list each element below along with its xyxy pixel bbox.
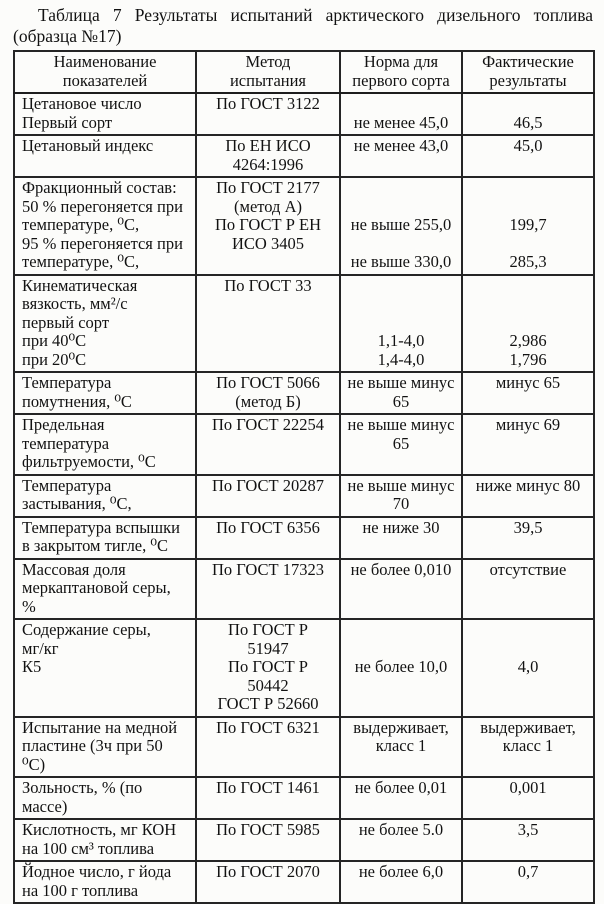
table-row (14, 517, 594, 559)
cell-indicator: Температура помутнения, ⁰С (14, 372, 196, 414)
table-row (14, 135, 594, 177)
cell-method: По ЕН ИСО 4264:1996 (196, 135, 340, 177)
cell-indicator: Испытание на медной пластине (3ч при 50 ⁰С) (14, 717, 196, 778)
cell-actual: минус 65 (462, 372, 594, 414)
table-row (14, 93, 594, 135)
table-row (14, 619, 594, 717)
cell-norm: не более 10,0 (340, 619, 462, 717)
table-row (14, 414, 594, 475)
cell-actual: 3,5 (462, 819, 594, 861)
table-row (14, 717, 594, 778)
cell-norm: не выше минус 70 (340, 475, 462, 517)
cell-actual: 2,986 1,796 (462, 275, 594, 373)
cell-method: По ГОСТ 22254 (196, 414, 340, 475)
cell-actual: отсутствие (462, 559, 594, 620)
cell-norm: не выше 255,0 не выше 330,0 (340, 177, 462, 275)
cell-indicator: Цетановое число Первый сорт (14, 93, 196, 135)
cell-indicator: Содержание серы, мг/кг К5 (14, 619, 196, 717)
cell-indicator: Кислотность, мг КОН на 100 см³ топлива (14, 819, 196, 861)
cell-method: По ГОСТ 6321 (196, 717, 340, 778)
cell-norm: не более 6,0 (340, 861, 462, 903)
cell-norm: не более 0,01 (340, 777, 462, 819)
cell-indicator: Цетановый индекс (14, 135, 196, 177)
table-row (14, 177, 594, 275)
table-row (14, 475, 594, 517)
cell-actual: 39,5 (462, 517, 594, 559)
cell-actual: выдерживает, класс 1 (462, 717, 594, 778)
cell-norm: 1,1-4,0 1,4-4,0 (340, 275, 462, 373)
cell-method: По ГОСТ 5985 (196, 819, 340, 861)
cell-norm: не менее 43,0 (340, 135, 462, 177)
cell-method: По ГОСТ 2177 (метод А) По ГОСТ Р ЕН ИСО 3405 (196, 177, 340, 275)
header-indicator: Наименование показателей (14, 51, 196, 93)
cell-indicator: Температура вспышки в закрытом тигле, ⁰С (14, 517, 196, 559)
results-table-head (14, 51, 594, 93)
table-row (14, 861, 594, 903)
results-table-body (14, 93, 594, 903)
table-row (14, 559, 594, 620)
table-row (14, 819, 594, 861)
cell-norm: не более 0,010 (340, 559, 462, 620)
cell-method: По ГОСТ 5066 (метод Б) (196, 372, 340, 414)
cell-actual: 46,5 (462, 93, 594, 135)
table-caption-line2: (образца №17) (13, 26, 122, 46)
cell-actual: 0,7 (462, 861, 594, 903)
header-method: Метод испытания (196, 51, 340, 93)
cell-norm: не ниже 30 (340, 517, 462, 559)
cell-indicator: Массовая доля меркаптановой серы, % (14, 559, 196, 620)
cell-indicator: Кинематическая вязкость, мм²/с первый сорт при 40⁰С при 20⁰С (14, 275, 196, 373)
cell-actual: 45,0 (462, 135, 594, 177)
results-table (13, 50, 595, 904)
header-actual: Фактические результаты (462, 51, 594, 93)
cell-actual: 0,001 (462, 777, 594, 819)
cell-norm: не менее 45,0 (340, 93, 462, 135)
cell-indicator: Зольность, % (по массе) (14, 777, 196, 819)
cell-indicator: Предельная температура фильтруемости, ⁰С (14, 414, 196, 475)
cell-actual: минус 69 (462, 414, 594, 475)
cell-method: По ГОСТ Р 51947 По ГОСТ Р 50442 ГОСТ Р 52660 (196, 619, 340, 717)
cell-method: По ГОСТ 2070 (196, 861, 340, 903)
cell-method: По ГОСТ 20287 (196, 475, 340, 517)
cell-indicator: Температура застывания, ⁰С, (14, 475, 196, 517)
table-caption (13, 5, 593, 47)
table-row (14, 777, 594, 819)
header-norm: Норма для первого сорта (340, 51, 462, 93)
cell-norm: выдерживает, класс 1 (340, 717, 462, 778)
cell-actual: 4,0 (462, 619, 594, 717)
cell-method: По ГОСТ 3122 (196, 93, 340, 135)
cell-indicator: Йодное число, г йода на 100 г топлива (14, 861, 196, 903)
cell-norm: не выше минус 65 (340, 414, 462, 475)
table-caption-line1: Таблица 7 Результаты испытаний арктического дизельного топлива (38, 5, 593, 25)
cell-actual: ниже минус 80 (462, 475, 594, 517)
cell-method: По ГОСТ 6356 (196, 517, 340, 559)
table-row (14, 372, 594, 414)
cell-indicator: Фракционный состав: 50 % перегоняется при температуре, ⁰С, 95 % перегоняется при температуре, ⁰С, (14, 177, 196, 275)
cell-method: По ГОСТ 33 (196, 275, 340, 373)
cell-method: По ГОСТ 17323 (196, 559, 340, 620)
table-row (14, 275, 594, 373)
cell-method: По ГОСТ 1461 (196, 777, 340, 819)
cell-actual: 199,7 285,3 (462, 177, 594, 275)
cell-norm: не более 5.0 (340, 819, 462, 861)
header-row (14, 51, 594, 93)
cell-norm: не выше минус 65 (340, 372, 462, 414)
